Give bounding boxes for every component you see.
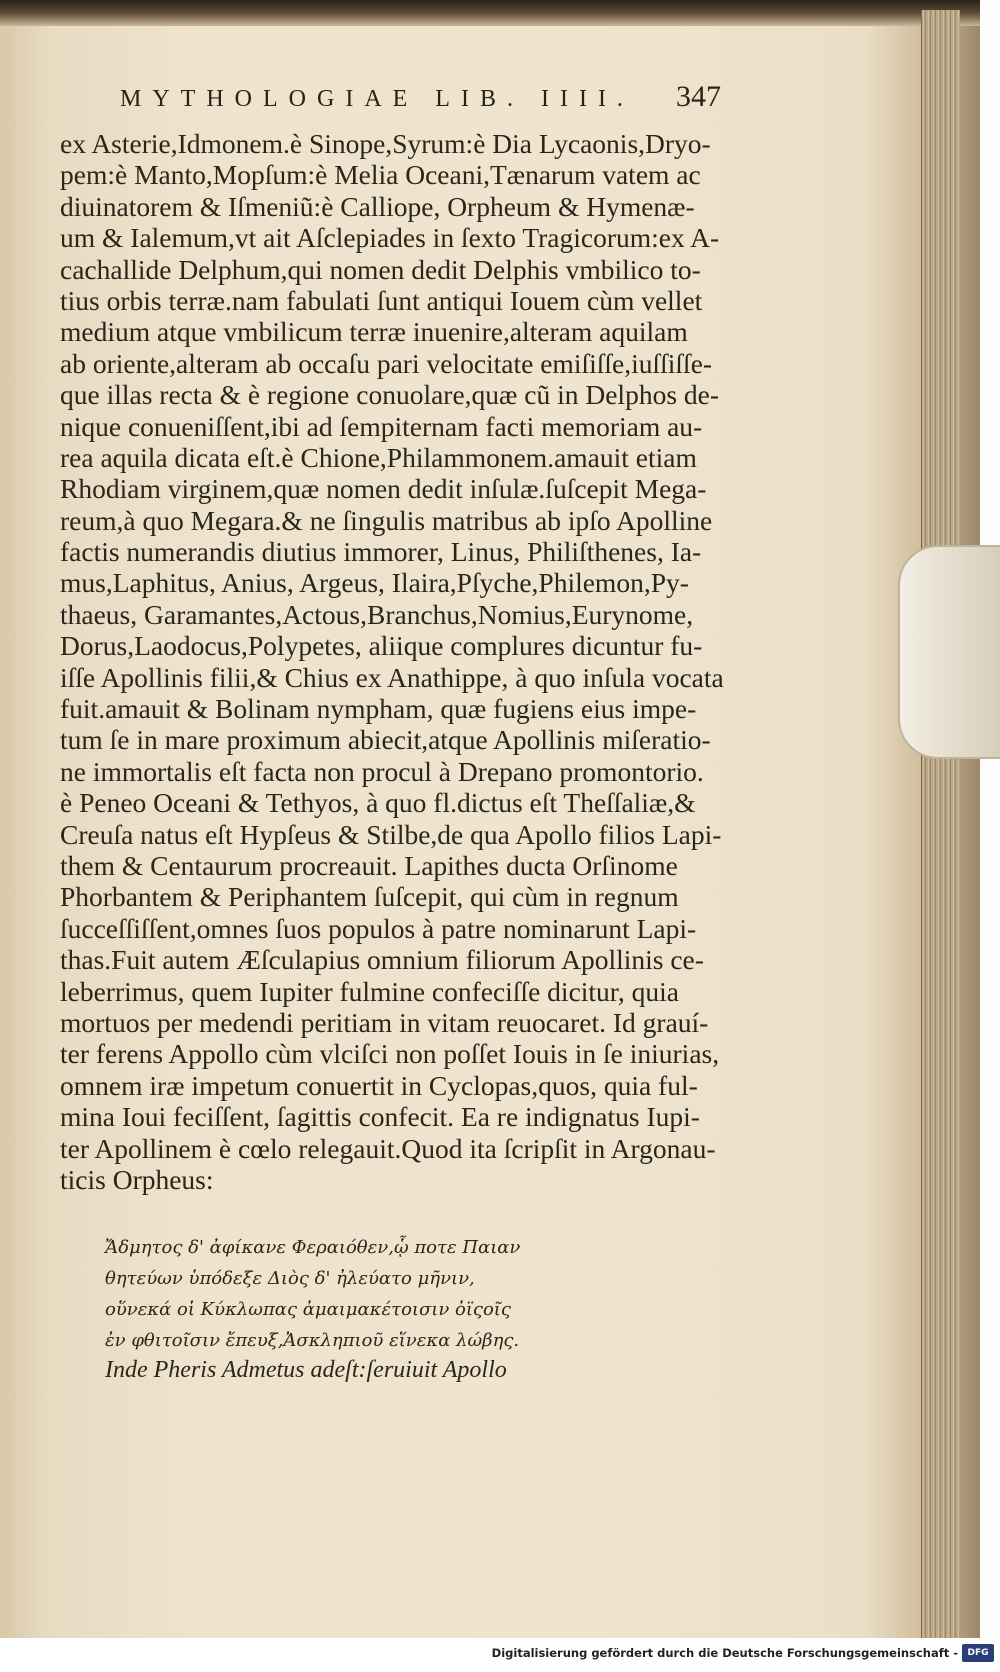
text-line: fuit.amauit & Bolinam nympham, quæ fugiens eius impe- [60,693,697,725]
greek-verse [105,1232,745,1356]
text-line: cachallide Delphum,qui nomen dedit Delphis vmbilico to- [60,253,701,285]
text-line: thaeus, Garamantes,Actous,Branchus,Nomius,Eurynome, [60,598,694,630]
greek-verse-line: Ἄδμητος δ' ἀφίκανε Φεραιόθεν,ᾧ ποτε Παιαν [105,1237,521,1258]
text-line: mus,Laphitus, Anius, Argeus, Ilaira,Pſyche,Philemon,Py- [60,567,689,599]
footer [0,1638,1000,1672]
footer-credit: Digitalisierung gefördert durch die Deutsche Forschungsgemeinschaft - [491,1646,958,1660]
text-line: ter Apollinem è cœlo relegauit.Quod ita ſcripſit in Argonau- [60,1132,716,1164]
text-line: nique conueniſſent,ibi ad ſempiternam facti memoriam au- [60,410,703,442]
greek-verse-line: θητεύων ὑπόδεξε Διὸς δ' ἠλεύατο μῆνιν, [105,1268,475,1289]
dfg-logo: DFG [962,1644,994,1662]
text-line: ſucceſſiſſent,omnes ſuos populos à patre nominarunt Lapi- [60,912,697,944]
text-line: thas.Fuit autem Æſculapius omnium filiorum Apollinis ce- [60,944,704,976]
text-line: ticis Orpheus: [60,1163,214,1195]
running-title: MYTHOLOGIAE LIB. IIII. [120,86,634,112]
text-line: ex Asterie,Idmonem.è Sinope,Syrum:è Dia Lycaonis,Dryo- [60,128,711,159]
page-clamp [898,545,1000,759]
text-line: ne immortalis eſt facta non procul à Drepano promontorio. [60,755,704,787]
text-line: omnem iræ impetum conuertit in Cyclopas,quos, quia ful- [60,1069,698,1101]
text-line: tius orbis terræ.nam fabulati ſunt antiqui Iouem cùm vellet [60,284,703,316]
text-line: Phorbantem & Periphantem ſuſcepit, qui cùm in regnum [60,881,679,913]
book-top-edge [0,0,980,26]
text-line: è Peneo Oceani & Tethyos, à quo fl.dictus eſt Theſſaliæ,& [60,787,696,819]
text-line: pem:è Manto,Mopſum:è Melia Oceani,Tænarum vatem ac [60,159,701,191]
body-text [60,128,780,1195]
text-line: um & Ialemum,vt ait Aſclepiades in ſexto Tragicorum:ex A- [60,222,720,254]
text-line: reum,à quo Megara.& ne ſingulis matribus ab ipſo Apolline [60,504,713,536]
text-line: ter ferens Appollo cùm vlciſci non poſſet Iouis in ſe iniurias, [60,1038,720,1070]
text-line: leberrimus, quem Iupiter fulmine confeciſſe dicitur, quia [60,975,679,1007]
text-line: ab oriente,alteram ab occaſu pari velocitate emiſiſſe,iuſſiſſe- [60,347,713,379]
text-line: factis numerandis diutius immorer, Linus, Philiſthenes, Ia- [60,536,702,568]
greek-verse-line: οὕνεκά οἱ Κύκλωπας ἀμαιμακέτοισιν ὀϊςοῖς [105,1299,511,1320]
text-line: rea aquila dicata eſt.è Chione,Philammonem.amauit etiam [60,441,697,473]
latin-verse-line: Inde Pheris Admetus adeſt:ſeruiuit Apollo [105,1357,507,1383]
text-line: iſſe Apollinis filii,& Chius ex Anathippe, à quo inſula vocata [60,661,724,693]
text-line: tum ſe in mare proximum abiecit,atque Apollinis miſeratio- [60,724,711,756]
text-line: medium atque vmbilicum terræ inuenire,alteram aquilam [60,316,688,348]
text-line: Dorus,Laodocus,Polypetes, aliique complures dicuntur fu- [60,630,703,662]
text-line: Creuſa natus eſt Hypſeus & Stilbe,de qua Apollo filios Lapi- [60,818,722,850]
text-line: diuinatorem & Iſmeniũ:è Calliope, Orpheum & Hymenæ- [60,190,695,222]
greek-verse-line: ἐν φθιτοῖσιν ἔπευξ,Ἀσκληπιοῦ εἵνεκα λώβης. [105,1330,520,1351]
text-line: mina Ioui feciſſent, ſagittis confecit. Ea re indignatus Iupi- [60,1101,700,1133]
text-line: mortuos per medendi peritiam in vitam reuocaret. Id grauí- [60,1006,709,1038]
text-line: them & Centaurum procreauit. Lapithes ducta Orſinome [60,849,678,881]
page-number: 347 [676,80,721,113]
page-stack-edge [921,10,960,1640]
text-line: Rhodiam virginem,quæ nomen dedit inſulæ.ſuſcepit Mega- [60,473,707,505]
text-line: que illas recta & è regione conuolare,quæ cũ in Delphos de- [60,379,720,411]
